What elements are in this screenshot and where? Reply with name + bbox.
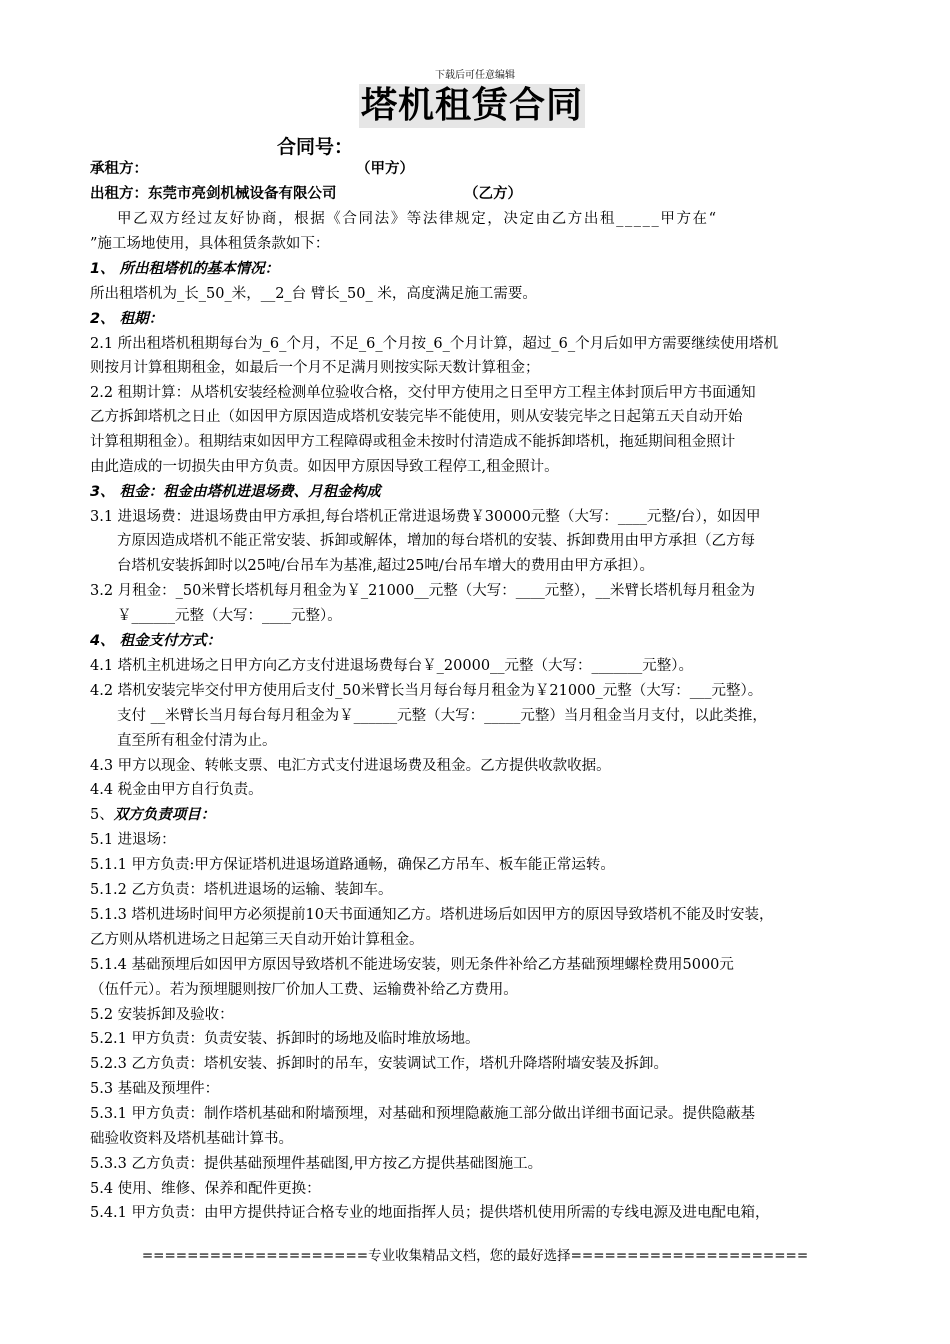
intro-line-2: ”施工场地使用，具体租赁条款如下： (90, 236, 330, 252)
section-1-heading: 1、 所出租塔机的基本情况： (90, 261, 280, 277)
clause-5-2-1: 5.2.1 甲方负责：负责安装、拆卸时的场地及临时堆放场地。 (90, 1031, 480, 1047)
clause-5-1-4-line-2: （伍仟元）。若为预埋腿则按厂价加人工费、运输费补给乙方费用。 (90, 982, 518, 998)
section-5-number: 5、 (90, 807, 114, 823)
section-5-title: 双方负责项目： (113, 807, 216, 823)
clause-4-2-line-3: 直至所有租金付清为止。 (117, 733, 277, 749)
clause-5-3-3: 5.3.3 乙方负责：提供基础预埋件基础图,甲方按乙方提供基础图施工。 (90, 1156, 543, 1172)
clause-3-1-line-3: 台塔机安装拆卸时以25吨/台吊车为基准,超过25吨/台吊车增大的费用由甲方承担）。 (117, 558, 655, 574)
section-5-heading (90, 804, 870, 826)
clause-2-2-line-3: 计算租期租金）。租期结束如因甲方工程障碍或租金未按时付清造成不能拆卸塔机，拖延期间租金照计 (90, 434, 736, 450)
clause-5-4: 5.4 使用、维修、保养和配件更换： (90, 1181, 321, 1197)
clause-5-3: 5.3 基础及预埋件： (90, 1081, 220, 1097)
clause-5-1-4-line-1: 5.1.4 基础预埋后如因甲方原因导致塔机不能进场安装，则无条件补给乙方基础预埋螺栓费用5000元 (90, 957, 734, 973)
section-3-heading: 3、 租金：租金由塔机进退场费、月租金构成 (90, 484, 381, 500)
clause-2-2-line-2: 乙方拆卸塔机之日止（如因甲方原因造成塔机安装完毕不能使用，则从安装完毕之日起第五天自动开始 (90, 409, 743, 425)
intro-line-1: 甲乙双方经过友好协商，根据《合同法》等法律规定，决定由乙方出租_____甲方在“ (117, 211, 718, 227)
header-note: 下载后可任意编辑 (435, 70, 515, 81)
clause-5-1-2: 5.1.2 乙方负责：塔机进退场的运输、装卸车。 (90, 882, 393, 898)
lessee-role: （甲方） (356, 161, 414, 177)
clause-5-2-3: 5.2.3 乙方负责：塔机安装、拆卸时的吊车，安装调试工作，塔机升降塔附墙安装及拆卸。 (90, 1056, 668, 1072)
clause-5-3-1-line-2: 础验收资料及塔机基础计算书。 (90, 1131, 293, 1147)
contract-number-label: 合同号： (277, 136, 354, 158)
clause-4-2-line-2: 支付 __米臂长当月每台每月租金为￥______元整（大写：_____元整）当月租金当月支付，以此类推， (117, 708, 767, 724)
clause-3-2-line-1: 3.2 月租金：_50米臂长塔机每月租金为￥_21000__元整（大写：____元整），__米臂长塔机每月租金为 (90, 583, 755, 599)
clause-5-1-1: 5.1.1 甲方负责:甲方保证塔机进退场道路通畅，确保乙方吊车、板车能正常运转。 (90, 857, 615, 873)
clause-2-1-line-1: 2.1 所出租塔机租期每台为_6_个月，不足_6_个月按_6_个月计算，超过_6_个月后如甲方需要继续使用塔机 (90, 336, 779, 352)
clause-5-4-1: 5.4.1 甲方负责：由甲方提供持证合格专业的地面指挥人员；提供塔机使用所需的专线电源及进电配电箱， (90, 1205, 770, 1221)
lessor-line (90, 183, 870, 205)
clause-2-1-line-2: 则按月计算租期租金，如最后一个月不足满月则按实际天数计算租金； (90, 360, 540, 376)
clause-5-1-3-line-1: 5.1.3 塔机进场时间甲方必须提前10天书面通知乙方。塔机进场后如因甲方的原因导致塔机不能及时安装， (90, 907, 774, 923)
clause-4-4: 4.4 税金由甲方自行负责。 (90, 782, 263, 798)
footer-banner: ====================专业收集精品文档，您的最好选择===================== (141, 1248, 809, 1264)
clause-4-3: 4.3 甲方以现金、转帐支票、电汇方式支付进退场费及租金。乙方提供收款收据。 (90, 758, 611, 774)
lessor-label: 出租方：东莞市亮剑机械设备有限公司 (90, 186, 337, 202)
clause-3-2-line-2: ￥______元整（大写：____元整）。 (117, 608, 342, 624)
section-4-heading: 4、 租金支付方式： (90, 633, 222, 649)
clause-3-1-line-2: 方原因造成塔机不能正常安装、拆卸或解体，增加的每台塔机的安装、拆卸费用由甲方承担（乙方每 (117, 533, 755, 549)
lessee-line (90, 158, 870, 180)
clause-4-1: 4.1 塔机主机进场之日甲方向乙方支付进退场费每台￥_20000__元整（大写：_______元整）。 (90, 658, 694, 674)
clause-5-2: 5.2 安装拆卸及验收： (90, 1007, 234, 1023)
clause-3-1-line-1: 3.1 进退场费：进退场费由甲方承担,每台塔机正常进退场费￥30000元整（大写：____元整/台），如因甲 (90, 509, 761, 525)
clause-5-1: 5.1 进退场： (90, 832, 176, 848)
lessee-label: 承租方： (90, 161, 148, 177)
section-1-text: 所出租塔机为_长_50_米，__2_台 臂长_50_ 米，高度满足施工需要。 (90, 286, 537, 302)
document-title: 塔机租赁合同 (361, 85, 584, 126)
lessor-role: （乙方） (464, 186, 522, 202)
clause-4-2-line-1: 4.2 塔机安装完毕交付甲方使用后支付_50米臂长当月每台每月租金为￥21000_元整（大写：___元整）。 (90, 683, 763, 699)
clause-5-3-1-line-1: 5.3.1 甲方负责：制作塔机基础和附墙预埋，对基础和预埋隐蔽施工部分做出详细书面记录。提供隐蔽基 (90, 1106, 755, 1122)
clause-2-2-line-4: 由此造成的一切损失由甲方负责。如因甲方原因导致工程停工,租金照计。 (90, 459, 559, 475)
section-2-heading: 2、 租期： (90, 311, 164, 327)
clause-5-1-3-line-2: 乙方则从塔机进场之日起第三天自动开始计算租金。 (90, 932, 424, 948)
clause-2-2-line-1: 2.2 租期计算：从塔机安装经检测单位验收合格，交付甲方使用之日至甲方工程主体封顶后甲方书面通知 (90, 385, 756, 401)
